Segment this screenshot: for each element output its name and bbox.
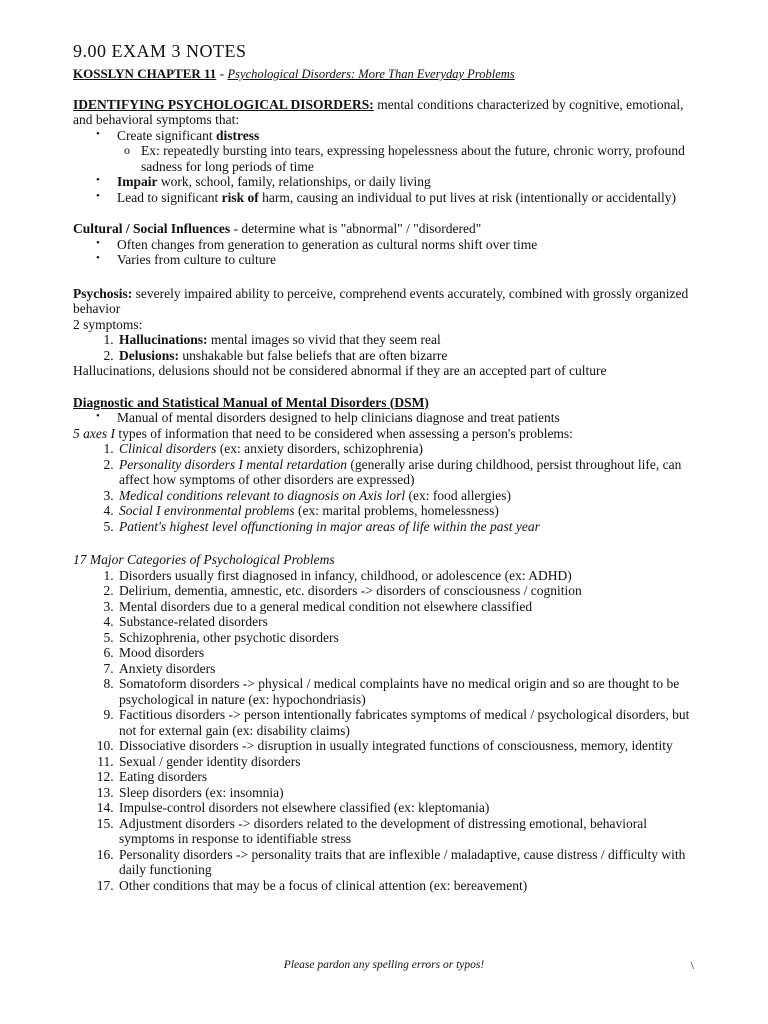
chapter-label: KOSSLYN CHAPTER 11 (73, 66, 217, 81)
category-item: 11. Sexual / gender identity disorders (117, 754, 696, 770)
cultural-heading: Cultural / Social Influences (73, 221, 231, 236)
risk-bold: risk of (221, 189, 259, 205)
axes-label: 5 axes I (73, 425, 115, 441)
chapter-line (73, 66, 696, 83)
category-item: 15. Adjustment disorders -> disorders related to the development of distressing emotional, behavioral symptoms in response to identifiable stress (117, 816, 696, 847)
list-item (117, 488, 696, 504)
list-item: o Ex: repeatedly bursting into tears, expressing hopelessness about the future, chronic worry, profound sadness for long periods of time (141, 143, 696, 174)
risk-prefix: Lead to significant (117, 189, 219, 205)
axis-name: Personality disorders I mental retardation (119, 456, 347, 472)
identifying-intro (73, 97, 696, 128)
section-cultural (73, 221, 696, 268)
list-item (117, 457, 696, 488)
list-item (117, 441, 696, 457)
category-item: 9. Factitious disorders -> person intentionally fabricates symptoms of medical / psychological disorders, but not for external gain (ex: disability claims) (117, 707, 696, 738)
psychosis-heading: Psychosis: (73, 285, 133, 301)
dsm-axes-line (73, 426, 696, 442)
axis-name: Patient's highest level offunctioning in major areas of life within the past year (119, 518, 540, 534)
example-list (117, 143, 696, 174)
categories-list (73, 568, 696, 894)
identifying-intro-text: mental conditions characterized by cognitive, emotional, and behavioral symptoms that: (73, 96, 684, 127)
list-item: • Varies from culture to culture (117, 252, 696, 268)
categories-heading: 17 Major Categories of Psychological Problems (73, 552, 335, 567)
section-identifying (73, 97, 696, 206)
category-item: 3. Mental disorders due to a general medical condition not elsewhere classified (117, 599, 696, 615)
category-item: 13. Sleep disorders (ex: insomnia) (117, 785, 696, 801)
axis-detail: (ex: food allergies) (408, 487, 511, 503)
symptom-text: mental images so vivid that they seem real (210, 332, 441, 347)
category-item: 2. Delirium, dementia, amnestic, etc. disorders -> disorders of consciousness / cognition (117, 583, 696, 599)
impair-bold: Impair (117, 174, 158, 189)
list-item (117, 332, 696, 348)
axis-name: Medical conditions relevant to diagnosis on Axis lorl (119, 487, 406, 503)
symptom-name: Hallucinations: (119, 332, 208, 347)
axis-detail: (ex: marital problems, homelessness) (297, 503, 499, 518)
psychosis-symptoms-list (73, 332, 696, 363)
symptom-name: Delusions: (119, 347, 180, 363)
risk-rest: harm, causing an individual to put lives at risk (intentionally or accidentally) (262, 189, 676, 205)
list-item: • Often changes from generation to generation as cultural norms shift over time (117, 237, 696, 253)
chapter-subtitle: Psychological Disorders: More Than Everyday Problems (227, 67, 515, 81)
list-item (117, 128, 696, 175)
document-title: 9.00 EXAM 3 NOTES (73, 41, 247, 61)
cultural-line (73, 221, 696, 237)
footer-note: Please pardon any spelling errors or typos! (283, 959, 485, 971)
category-item: 6. Mood disorders (117, 645, 696, 661)
list-item (117, 190, 696, 206)
list-item (117, 348, 696, 364)
identifying-heading: IDENTIFYING PSYCHOLOGICAL DISORDERS: (73, 96, 374, 112)
section-categories (73, 552, 696, 893)
create-bold: distress (215, 127, 260, 143)
category-item: 14. Impulse-control disorders not elsewhere classified (ex: kleptomania) (117, 800, 696, 816)
list-item (117, 174, 696, 190)
category-item: 7. Anxiety disorders (117, 661, 696, 677)
cultural-rest: - determine what is "abnormal" / "disordered" (233, 221, 482, 236)
axis-detail: (ex: anxiety disorders, schizophrenia) (219, 441, 423, 456)
section-psychosis (73, 286, 696, 379)
axis-name: Clinical disorders (119, 441, 217, 456)
dsm-list (73, 410, 696, 426)
symptom-text: unshakable but false beliefs that are often bizarre (182, 347, 448, 363)
category-item: 8. Somatoform disorders -> physical / medical complaints have no medical origin and so are thought to be psychological in nature (ex: hypochondriasis) (117, 676, 696, 707)
psychosis-symptoms-label: 2 symptoms: (73, 316, 143, 332)
cultural-list (73, 237, 696, 268)
dsm-heading: Diagnostic and Statistical Manual of Mental Disorders (DSM) (73, 394, 429, 410)
category-item: 16. Personality disorders -> personality traits that are inflexible / maladaptive, cause distress / difficulty with daily functioning (117, 847, 696, 878)
list-item (117, 519, 696, 535)
category-item: 4. Substance-related disorders (117, 614, 696, 630)
axis-name: Social I environmental problems (119, 503, 295, 518)
psychosis-text: severely impaired ability to perceive, comprehend events accurately, combined with grossly organized behavior (73, 285, 689, 316)
create-prefix: Create significant (117, 127, 213, 143)
axes-rest: types of information that need to be considered when assessing a person's problems: (118, 425, 573, 441)
category-item: 17. Other conditions that may be a focus of clinical attention (ex: bereavement) (117, 878, 696, 894)
list-item: • Manual of mental disorders designed to help clinicians diagnose and treat patients (117, 410, 696, 426)
axis-detail: (generally arise during childhood, persist throughout life, can affect how symptoms of other disorders are expressed) (119, 456, 682, 487)
category-item: 10. Dissociative disorders -> disruption in usually integrated functions of consciousness, memory, identity (117, 738, 696, 754)
category-item: 12. Eating disorders (117, 769, 696, 785)
list-item (117, 503, 696, 519)
psychosis-note: Hallucinations, delusions should not be considered abnormal if they are an accepted part of culture (73, 363, 607, 378)
category-item: 1. Disorders usually first diagnosed in infancy, childhood, or adolescence (ex: ADHD) (117, 568, 696, 584)
footer-mark: \ (690, 958, 694, 972)
identifying-list (73, 128, 696, 206)
psychosis-line (73, 286, 696, 317)
category-item: 5. Schizophrenia, other psychotic disorders (117, 630, 696, 646)
impair-rest: work, school, family, relationships, or daily living (160, 174, 431, 189)
dsm-axes-list (73, 441, 696, 534)
section-dsm (73, 395, 696, 535)
chapter-dash: - (219, 66, 225, 81)
